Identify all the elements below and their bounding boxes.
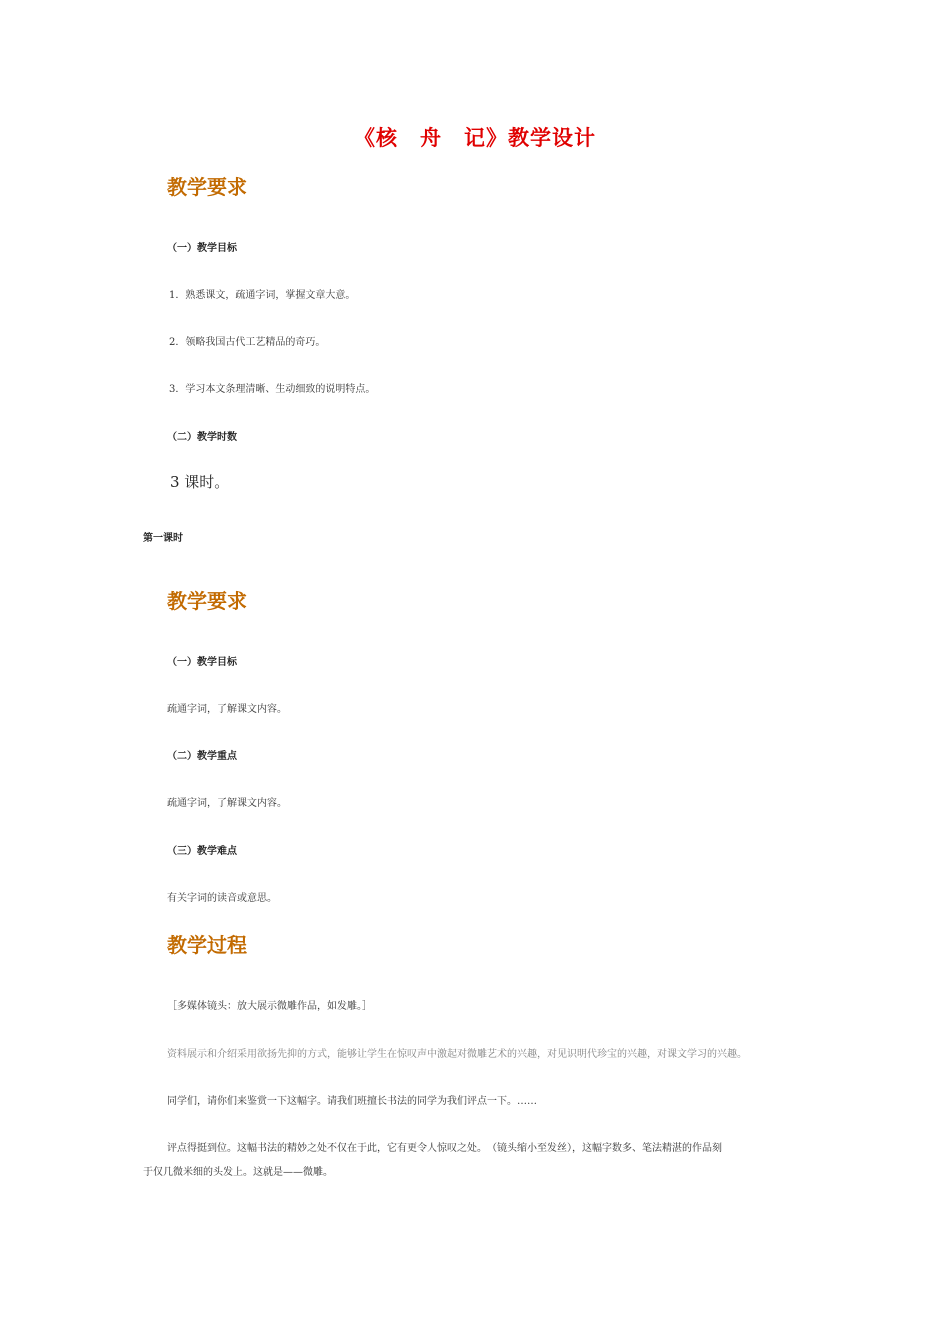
subheading-hours: （二）教学时数 (167, 432, 237, 443)
lesson-heading-requirements: 教学要求 (167, 589, 247, 613)
goal-item-1: 1．熟悉课文，疏通字词，掌握文章大意。 (169, 290, 356, 301)
teaching-note: 资料展示和介绍采用欲扬先抑的方式，能够让学生在惊叹声中激起对微雕艺术的兴趣，对见识明代珍宝的兴趣，对课文学习的兴趣。 (167, 1049, 747, 1060)
lesson-subheading-focus: （二）教学重点 (167, 751, 237, 762)
process-paragraph-2-line-2: 于仅几微米细的头发上。这就是——微雕。 (143, 1167, 333, 1178)
hours-text: 3 课时。 (170, 473, 230, 491)
lesson-subheading-difficulty: （三）教学难点 (167, 846, 237, 857)
subheading-goals: （一）教学目标 (167, 243, 237, 254)
goal-item-2: 2．领略我国古代工艺精品的奇巧。 (169, 337, 326, 348)
lesson-subheading-goals: （一）教学目标 (167, 657, 237, 668)
lesson-goals-text: 疏通字词，了解课文内容。 (167, 704, 287, 715)
lesson-label: 第一课时 (143, 533, 183, 544)
section-heading-requirements: 教学要求 (167, 175, 247, 199)
goal-item-3: 3．学习本文条理清晰、生动细致的说明特点。 (169, 384, 376, 395)
process-paragraph-1: 同学们，请你们来鉴赏一下这幅字。请我们班擅长书法的同学为我们评点一下。…… (167, 1096, 537, 1107)
lesson-difficulty-text: 有关字词的读音或意思。 (167, 893, 277, 904)
section-heading-process: 教学过程 (167, 933, 247, 957)
page-title: 《核 舟 记》教学设计 (354, 125, 596, 150)
process-paragraph-2-line-1: 评点得挺到位。这幅书法的精妙之处不仅在于此，它有更令人惊叹之处。 （镜头缩小至发丝），这幅字数多、笔法精湛的作品刻 (167, 1143, 722, 1154)
lesson-focus-text: 疏通字词，了解课文内容。 (167, 798, 287, 809)
media-note: ［多媒体镜头：放大展示微雕作品，如发雕。］ (167, 1001, 372, 1012)
